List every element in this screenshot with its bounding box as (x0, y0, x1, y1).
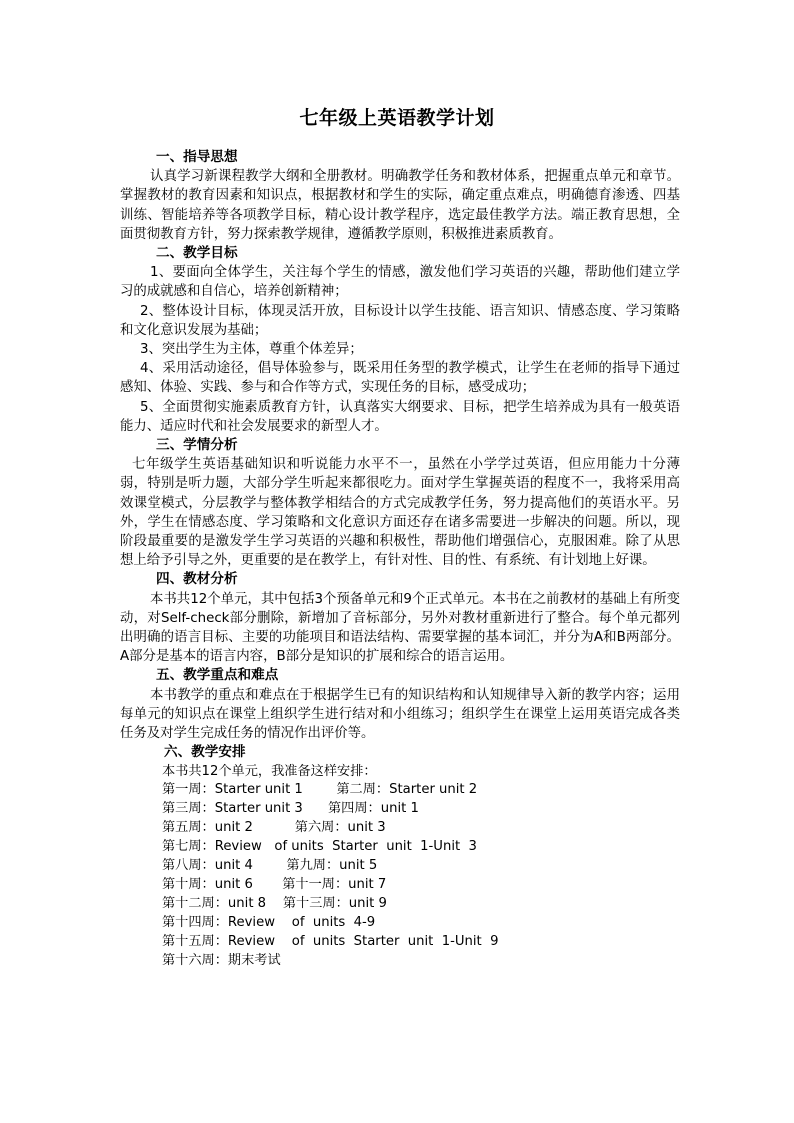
paragraph: 4、采用活动途径，倡导体验参与，既采用任务型的教学模式，让学生在老师的指导下通过感知、体验、实践、参与和合作等方式，实现任务的目标，感受成功； (120, 361, 680, 396)
paragraph: 本书共12个单元，其中包括3个预备单元和9个正式单元。本书在之前教材的基础上有所变动，对Self-check部分删除，新增加了音标部分，另外对教材重新进行了整合。每个单元都列出明确的语言目标、主要的功能项目和语法结构、需要掌握的基本词汇，并分为A和B两部分。A部分是基本的语言内容，B部分是知识的扩展和综合的语言运用。 (120, 591, 680, 665)
schedule-line: 第三周：Starter unit 3 第四周：unit 1 (162, 801, 419, 817)
schedule-line: 第十二周：unit 8 第十三周：unit 9 (162, 896, 387, 912)
paragraph: 1、要面向全体学生，关注每个学生的情感，激发他们学习英语的兴趣，帮助他们建立学习的成就感和自信心，培养创新精神； (120, 265, 680, 300)
schedule-line: 第十五周：Review of units Starter unit 1-Unit 9 (162, 934, 499, 950)
paragraph: 七年级学生英语基础知识和听说能力水平不一，虽然在小学学过英语，但应用能力十分薄弱，特别是听力题，大部分学生听起来都很吃力。面对学生掌握英语的程度不一，我将采用高效课堂模式，分层教学与整体教学相结合的方式完成教学任务，努力提高他们的英语水平。另外，学生在情感态度、学习策略和文化意识方面还存在诸多需要进一步解决的问题。所以，现阶段最重要的是激发学生学习英语的兴趣和积极性，帮助他们增强信心，克服困难。除了从思想上给予引导之外，更重要的是在教学上，有针对性、目的性、有系统、有计划地上好课。 (120, 457, 680, 569)
section-heading-teaching-goals: 二、教学目标 (156, 245, 238, 262)
paragraph: 认真学习新课程教学大纲和全册教材。明确教学任务和教材体系，把握重点单元和章节。掌握教材的教育因素和知识点，根据教材和学生的实际，确定重点难点，明确德育渗透、四基训练、智能培养等各项教学目标，精心设计教学程序，选定最佳教学方法。端正教育思想，全面贯彻教育方针，努力探索教学规律，遵循教学原则，积极推进素质教育。 (120, 169, 680, 242)
schedule-line: 第五周：unit 2 第六周：unit 3 (162, 820, 386, 836)
document-body (120, 148, 680, 971)
schedule-line: 第十六周：期末考试 (162, 953, 281, 969)
schedule-line: 第八周：unit 4 第九周：unit 5 (162, 858, 378, 874)
schedule-line: 第十周：unit 6 第十一周：unit 7 (162, 877, 387, 893)
schedule-line: 第七周：Review of units Starter unit 1-Unit 3 (162, 839, 477, 855)
document-title: 七年级上英语教学计划 (299, 107, 495, 129)
section-heading-schedule: 六、教学安排 (164, 744, 246, 761)
schedule-line: 第十四周：Review of units 4-9 (162, 915, 376, 931)
schedule-intro: 本书共12个单元，我准备这样安排： (162, 763, 377, 779)
section-heading-guiding-ideology: 一、指导思想 (156, 149, 238, 165)
paragraph: 2、整体设计目标，体现灵活开放，目标设计以学生技能、语言知识、情感态度、学习策略和文化意识发展为基础； (120, 303, 680, 338)
schedule-line: 第一周：Starter unit 1 第二周：Starter unit 2 (162, 782, 478, 798)
section-heading-textbook-analysis: 四、教材分析 (156, 571, 238, 588)
paragraph: 3、突出学生为主体，尊重个体差异； (140, 342, 363, 358)
section-heading-student-analysis: 三、学情分析 (156, 437, 238, 454)
paragraph: 5、全面贯彻实施素质教育方针，认真落实大纲要求、目标，把学生培养成为具有一般英语能力、适应时代和社会发展要求的新型人才。 (120, 399, 680, 434)
paragraph: 本书教学的重点和难点在于根据学生已有的知识结构和认知规律导入新的教学内容；运用每单元的知识点在课堂上组织学生进行结对和小组练习；组织学生在课堂上运用英语完成各类任务及对学生完成任务的情况作出评价等。 (120, 687, 680, 742)
section-heading-key-points: 五、教学重点和难点 (156, 667, 279, 684)
